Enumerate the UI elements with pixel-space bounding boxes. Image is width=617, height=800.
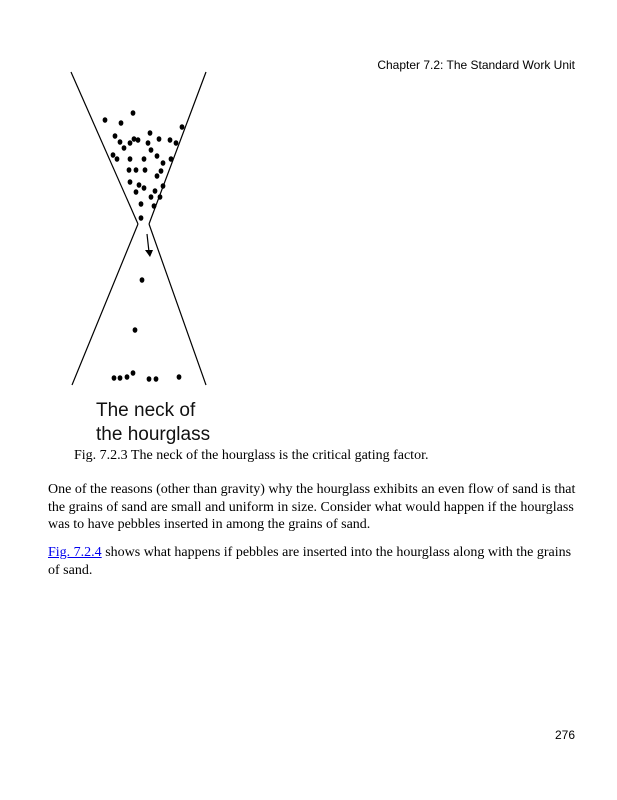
figure-link[interactable]: Fig. 7.2.4: [48, 545, 102, 560]
hourglass-top-left-edge: [71, 72, 138, 224]
body-paragraph-2: [48, 544, 578, 579]
body-paragraph-2-text: shows what happens if pebbles are inserted into the hourglass along with the grains of sand.: [48, 545, 572, 578]
hourglass-top-right-edge: [149, 72, 206, 224]
hourglass-bottom-left-edge: [72, 224, 138, 385]
figure-label: [96, 399, 210, 447]
figure-caption: Fig. 7.2.3 The neck of the hourglass is the critical gating factor.: [74, 448, 429, 463]
chapter-header: Chapter 7.2: The Standard Work Unit: [377, 58, 575, 72]
hourglass-diagram: [60, 66, 220, 396]
upper-sand-grains: [103, 110, 185, 221]
hourglass-figure: [60, 66, 220, 448]
body-paragraph-1: One of the reasons (other than gravity) why the hourglass exhibits an even flow of sand is that the grains of sand are small and uniform in size. Consider what would happen if the hourglass was to have pebbles inserted in among the grains of sand.: [48, 482, 576, 532]
flow-arrow-head: [145, 250, 153, 257]
lower-sand-grains: [112, 277, 182, 382]
figure-label-line2: the hourglass: [96, 424, 211, 445]
hourglass-bottom-right-edge: [149, 224, 206, 385]
page-number: 276: [554, 728, 575, 742]
figure-label-line1: The neck of: [96, 400, 196, 421]
flow-arrow-shaft: [147, 234, 149, 252]
